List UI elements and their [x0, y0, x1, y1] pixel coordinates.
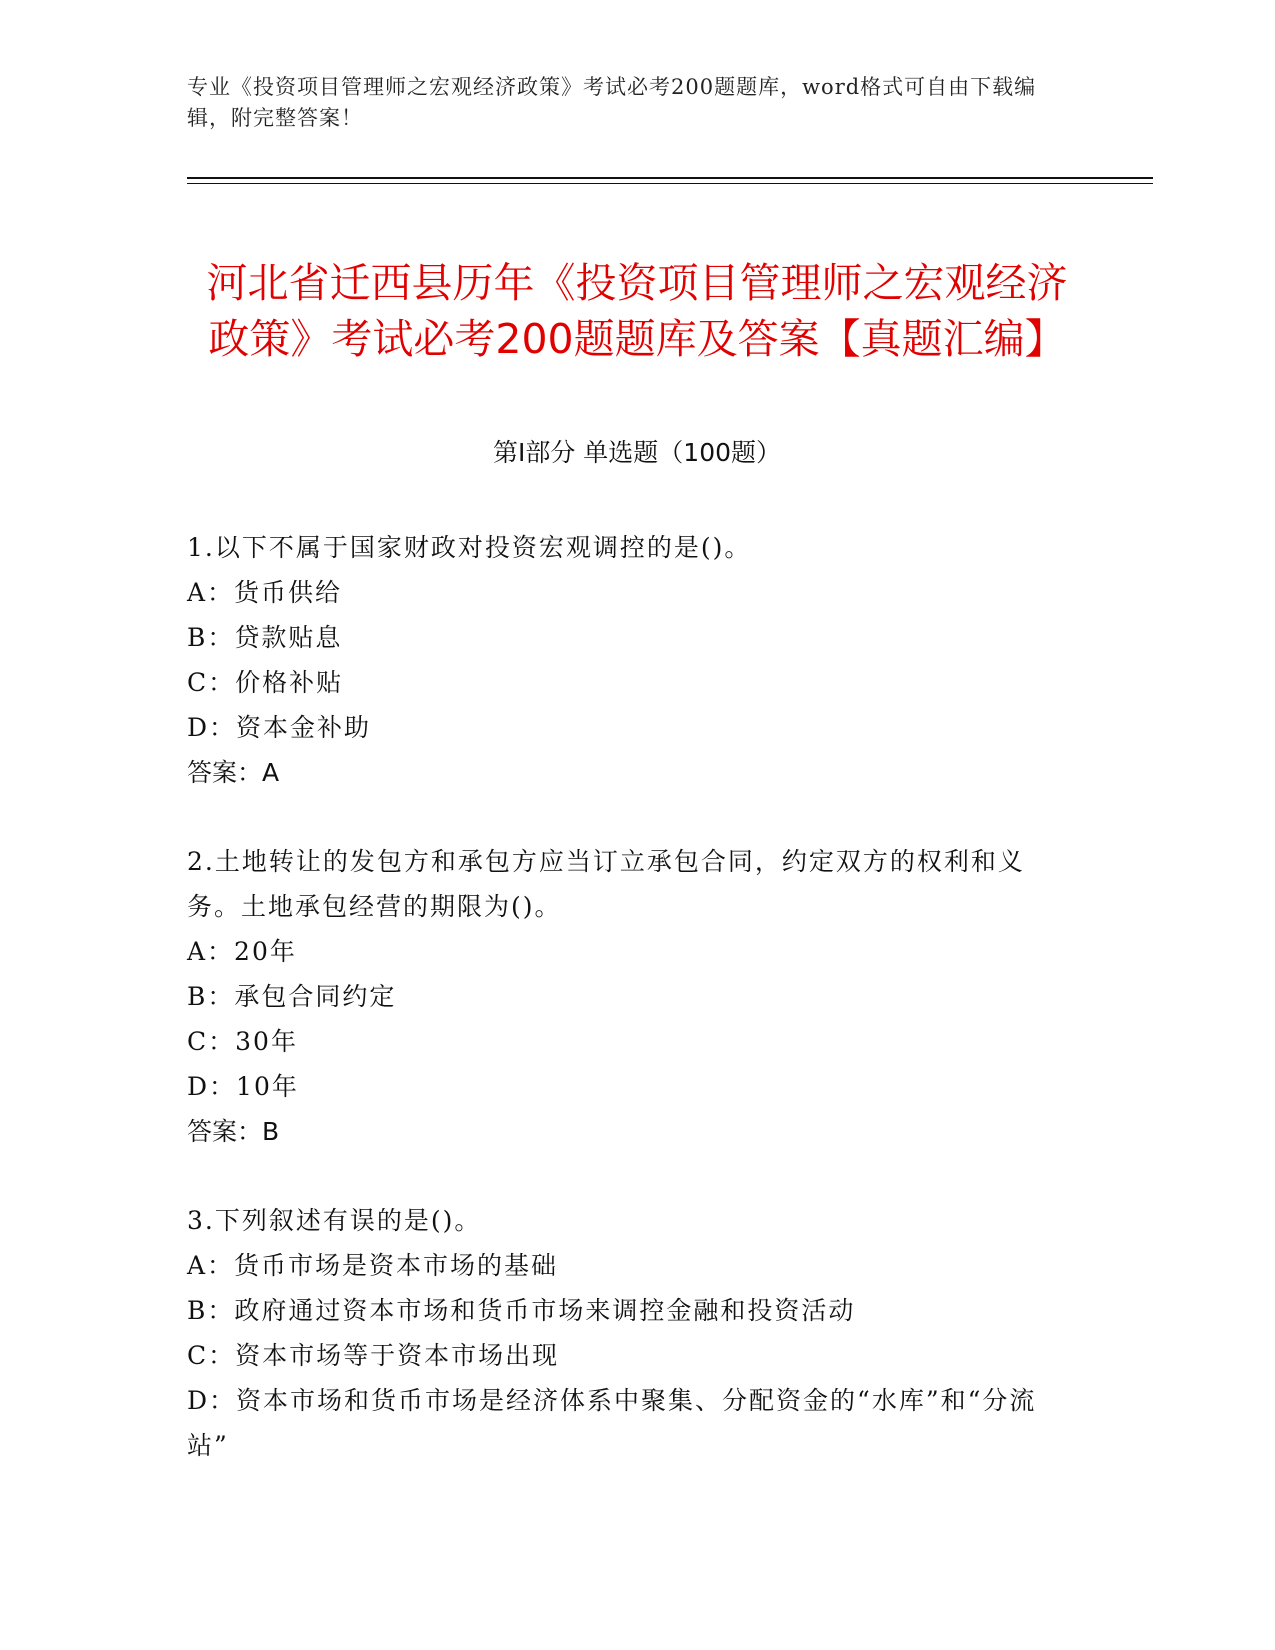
answer: 答案：B: [187, 1117, 280, 1146]
question-text: 3.下列叙述有误的是()。: [187, 1206, 482, 1235]
answer: 答案：A: [187, 758, 280, 787]
option-c: C：30年: [187, 1027, 298, 1056]
option-b: B：贷款贴息: [187, 623, 343, 652]
section-heading: 第I部分 单选题（100题）: [492, 438, 782, 467]
option-d: D：10年: [187, 1072, 299, 1101]
option-c: C：价格补贴: [187, 668, 344, 697]
question-text: 2.土地转让的发包方和承包方应当订立承包合同，约定双方的权利和义务。土地承包经营的期限为()。: [187, 847, 1025, 921]
question-text: 1.以下不属于国家财政对投资宏观调控的是()。: [187, 533, 752, 562]
question-list: [187, 525, 1077, 1512]
header-divider: [187, 177, 1153, 179]
option-b: B：政府通过资本市场和货币市场来调控金融和投资活动: [187, 1296, 856, 1325]
option-c: C：资本市场等于资本市场出现: [187, 1341, 560, 1370]
option-b: B：承包合同约定: [187, 982, 397, 1011]
question-1: [187, 525, 1077, 795]
question-2: [187, 839, 1077, 1154]
option-d: D：资本市场和货币市场是经济体系中聚集、分配资金的“水库”和“分流站”: [187, 1386, 1037, 1460]
option-a: A：货币供给: [187, 578, 343, 607]
document-title: 河北省迁西县历年《投资项目管理师之宏观经济政策》考试必考200题题库及答案【真题汇编】: [206, 259, 1068, 364]
header-note: 专业《投资项目管理师之宏观经济政策》考试必考200题题库，word格式可自由下载编辑，附完整答案！: [187, 75, 1037, 130]
header-divider-thin: [187, 183, 1153, 184]
option-a: A：20年: [187, 937, 297, 966]
question-3: [187, 1198, 1077, 1468]
option-d: D：资本金补助: [187, 713, 372, 742]
option-a: A：货币市场是资本市场的基础: [187, 1251, 559, 1280]
